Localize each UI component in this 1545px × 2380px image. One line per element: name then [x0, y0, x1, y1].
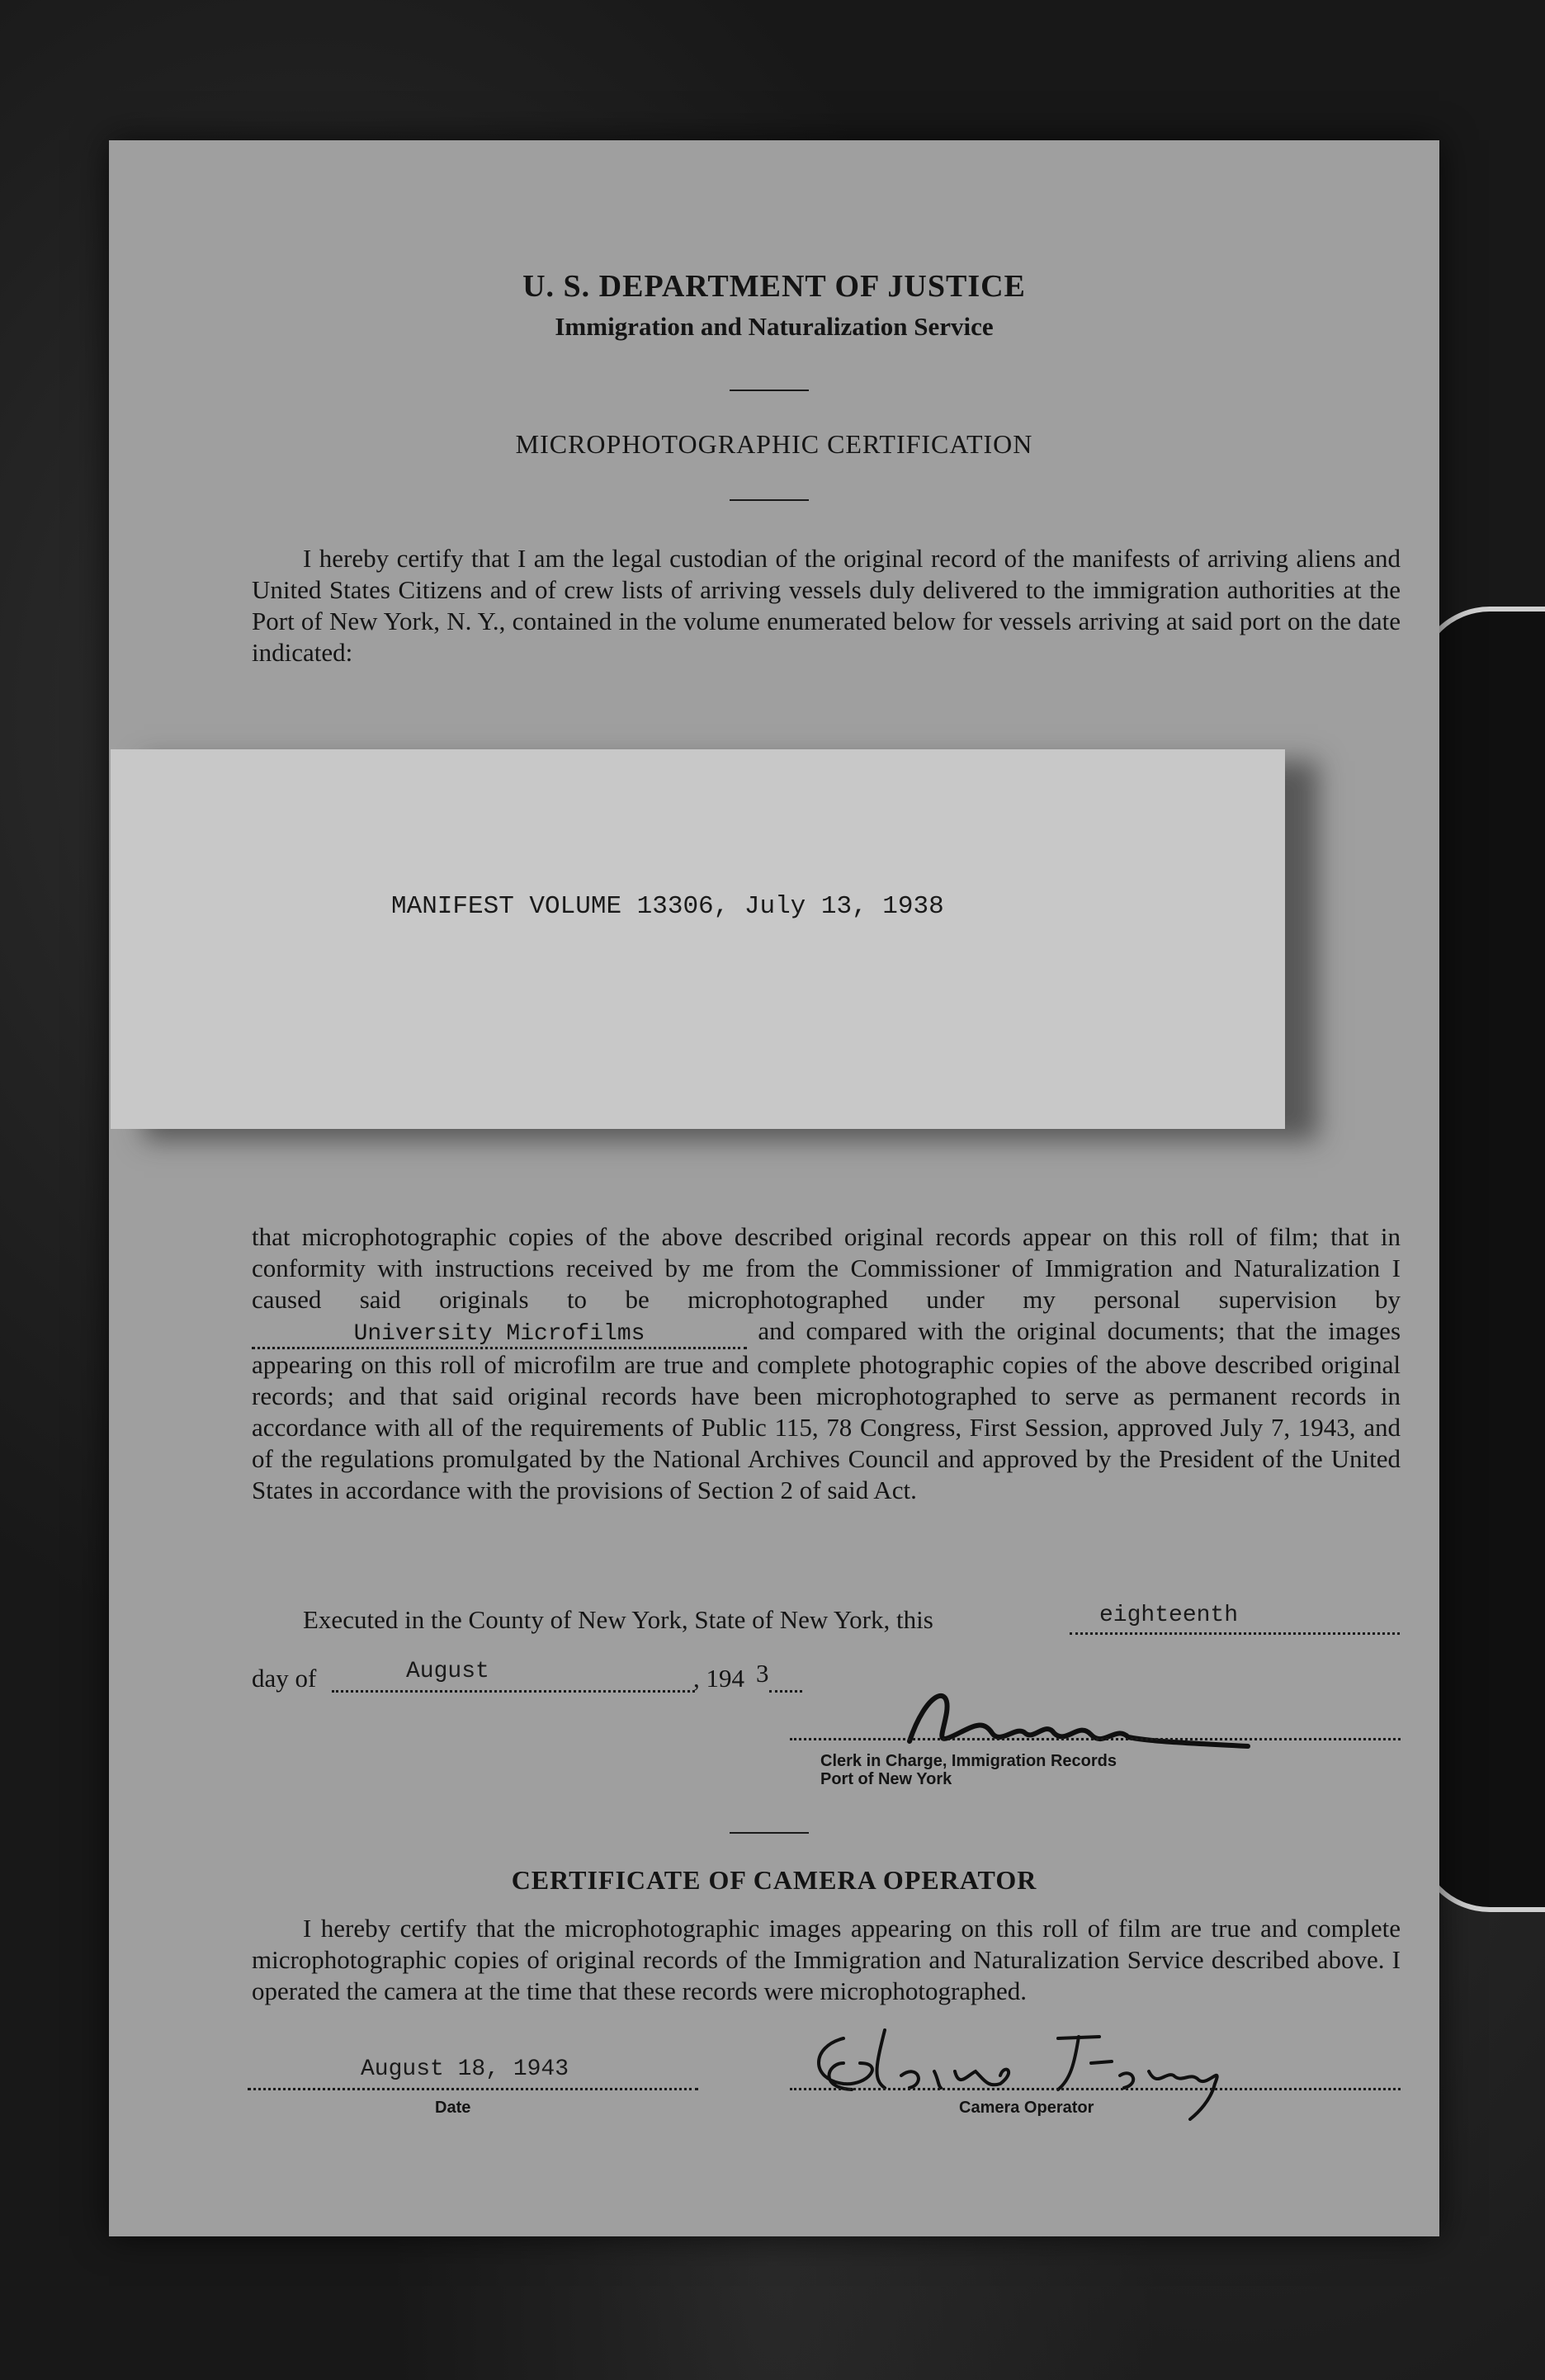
camera-date-value: August 18, 1943 [361, 2057, 569, 2082]
camera-operator-label: Camera Operator [959, 2099, 1094, 2117]
operator-signature-line [790, 2088, 1401, 2090]
month-field-line [332, 1690, 695, 1693]
clerk-signature-line [790, 1738, 1401, 1740]
divider [730, 390, 809, 391]
clerk-title-line1: Clerk in Charge, Immigration Records [820, 1752, 1117, 1770]
day-field-line [1070, 1632, 1400, 1635]
camera-certificate-paragraph: I hereby certify that the microphotographic images appearing on this roll of film are true and complete microphotographic copies of original records of the Immigration and Naturalization Service described above. I operated the camera at the time that these records were microphotographed. [252, 1914, 1401, 2005]
camera-certificate-title: CERTIFICATE OF CAMERA OPERATOR [511, 1865, 1037, 1895]
certificate-page [109, 140, 1439, 2236]
day-of-label: day of [252, 1664, 317, 1693]
body-paragraph [252, 1221, 1401, 1506]
year-field-line [769, 1690, 802, 1693]
volume-slip-text: MANIFEST VOLUME 13306, July 13, 1938 [391, 892, 944, 921]
service-subtitle: Immigration and Naturalization Service [555, 312, 994, 341]
day-value: eighteenth [1099, 1603, 1239, 1628]
year-prefix: , 194 [693, 1664, 744, 1693]
divider [730, 1832, 809, 1834]
divider [730, 499, 809, 501]
body-text-part1: that microphotographic copies of the above described original records appear on this roll of film; that in conformity with instructions received by me from the Commissioner of Immigration and Naturalization I caused said originals to be microphotographed under my personal supervision by [252, 1222, 1401, 1314]
supervisor-field: University Microfilms [252, 1322, 747, 1349]
date-field-line [248, 2088, 698, 2090]
executed-text: Executed in the County of New York, State of New York, this [303, 1605, 933, 1634]
year-digit: 3 [756, 1659, 769, 1688]
certification-title: MICROPHOTOGRAPHIC CERTIFICATION [515, 429, 1033, 459]
intro-paragraph: I hereby certify that I am the legal custodian of the original record of the manifests of arriving aliens and United States Citizens and of crew lists of arriving vessels duly delivered to the immigration authorities at the Port of New York, N. Y., contained in the volume enumerated below for vessels arriving at said port on the date indicated: [252, 544, 1401, 667]
clerk-title-line2: Port of New York [820, 1770, 952, 1788]
month-value: August [406, 1659, 489, 1684]
date-label: Date [435, 2099, 471, 2117]
volume-slip [111, 749, 1285, 1129]
department-title: U. S. DEPARTMENT OF JUSTICE [522, 269, 1026, 304]
body-text-part2: and compared with the original documents; that the images appearing on this roll of microfilm are true and complete photographic copies of the above described original records; and that said original records have been microphotographed to serve as permanent records in accordance with all of the requirements of Public 115, 78 Congress, First Session, approved July 7, 1943, and of the regulations promulgated by the National Archives Council and approved by the President of the United States in accordance with the provisions of Section 2 of said Act. [252, 1316, 1401, 1504]
